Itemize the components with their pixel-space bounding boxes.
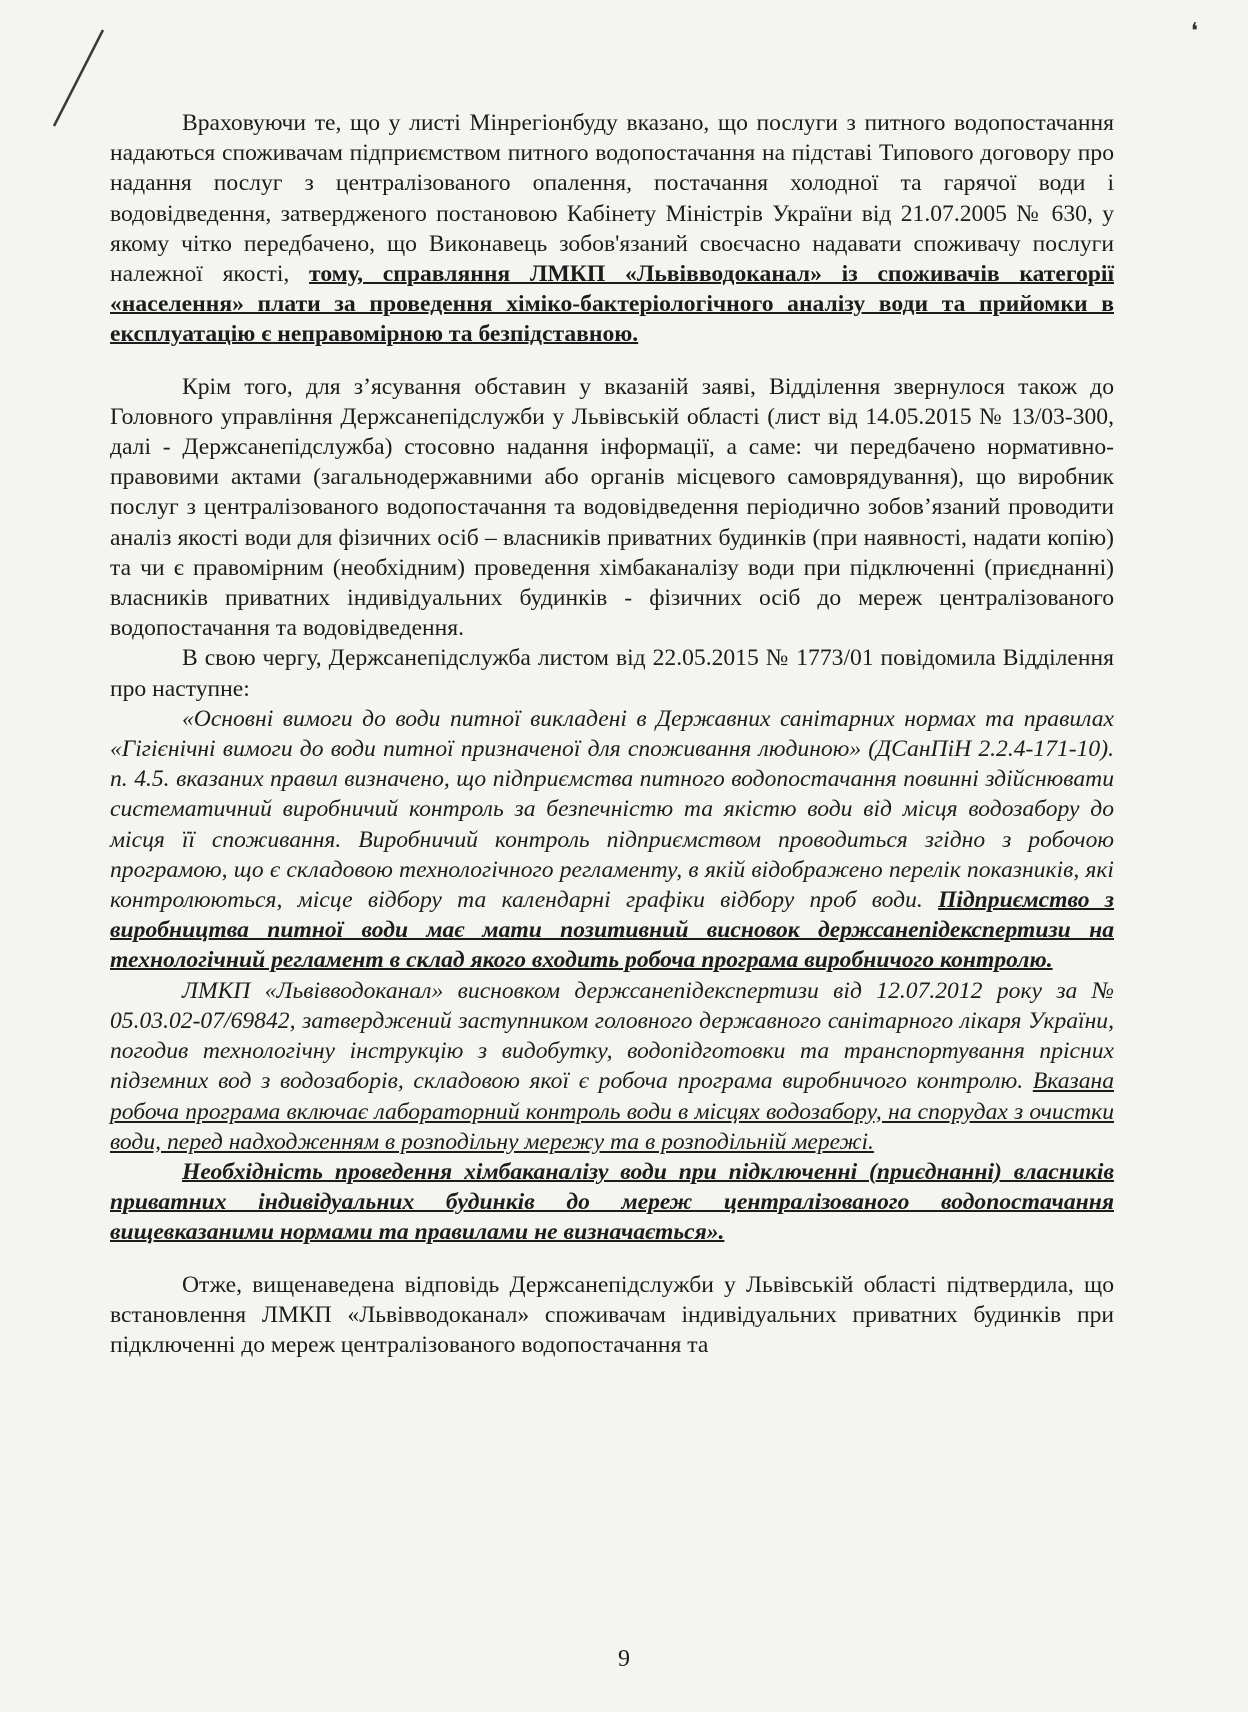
quote-paragraph-3 bbox=[110, 1157, 1114, 1248]
quote-paragraph-1 bbox=[110, 704, 1114, 976]
quote-1-emphasis: Підприємство з виробництва питної води має мати позитивний висновок держсанепідекспертизи на технологічний регламент в склад якого входить робоча програма виробничого контролю. bbox=[110, 887, 1115, 974]
pen-stroke-mark bbox=[48, 28, 108, 128]
document-body bbox=[110, 108, 1114, 1360]
paragraph-1-text: Враховуючи те, що у листі Мінрегіонбуду вказано, що послуги з питного водопостачання надаються споживачам підприємством питного водопостачання на підставі Типового договору про надання послуг з централізованого опалення, постачання холодної та гарячої води і водовідведення, затвердженого постановою Кабінету Міністрів України від 21.07.2005 № 630, у якому чітко передбачено, що Виконавець зобов'язаний своєчасно надавати споживачу послуги належної якості, bbox=[110, 110, 1114, 288]
quote-2-underlined: Вказана робоча програма включає лабораторний контроль води в місцях водозабору, на спорудах з очистки води, перед надходженням в розподільну мережу та в розподільній мережі. bbox=[110, 1068, 1114, 1155]
quote-paragraph-2 bbox=[110, 976, 1114, 1157]
paragraph-2: Крім того, для з’ясування обставин у вказаній заяві, Відділення звернулося також до Головного управління Держсанепідслужби у Львівській області (лист від 14.05.2015 № 13/03-300, далі - Держсанепідслужба) стосовно надання інформації, а саме: чи передбачено нормативно-правовими актами (загальнодержавними або органів місцевого самоврядування), що виробник послуг з централізованого водопостачання та водовідведення періодично зобов’язаний проводити аналіз якості води для фізичних осіб – власників приватних будинків (при наявності, надати копію) та чи є правомірним (необхідним) проведення хімбаканалізу води при підключенні (приєднанні) власників приватних індивідуальних будинків - фізичних осіб до мереж централізованого водопостачання та водовідведення. bbox=[110, 373, 1114, 642]
paragraph-1 bbox=[110, 108, 1114, 350]
quote-2-text: ЛМКП «Львівводоканал» висновком держсанепідекспертизи від 12.07.2012 року за № 05.03.02-07/69842, затверджений заступником головного державного санітарного лікаря України, погодив технологічну інструкцію з видобутку, водопідготовки та транспортування прісних підземних вод з водозаборів, складовою якої є робоча програма виробничого контролю. bbox=[110, 977, 1114, 1095]
paragraph-4: Отже, вищенаведена відповідь Держсанепідслужби у Львівській області підтвердила, що встановлення ЛМКП «Львівводоканал» споживачам індивідуальних приватних будинків при підключенні до мереж централізованого водопостачання та bbox=[110, 1271, 1114, 1358]
quote-3-emphasis: Необхідність проведення хімбаканалізу води при підключенні (приєднанні) власників приватних індивідуальних будинків до мереж централізованого водопостачання вищевказаними нормами та правилами не визначається». bbox=[110, 1158, 1114, 1246]
quote-1-text: «Основні вимоги до води питної викладені в Державних санітарних нормах та правилах «Гігієнічні вимоги до води питної призначеної для споживання людиною» (ДСанПіН 2.2.4-171-10). п. 4.5. вказаних правил визначено, що підприємства питного водопостачання повинні здійснювати систематичний виробничий контроль за безпечністю та якістю води від місця водозабору до місця її споживання. Виробничий контроль підприємством проводиться згідно з робочою програмою, що є складовою технологічного регламенту, в якій відображено перелік показників, які контролюються, місце відбору та календарні графіки відбору проб води. bbox=[110, 705, 1114, 914]
paragraph-3: В свою чергу, Держсанепідслужба листом від 22.05.2015 № 1773/01 повідомила Відділення про наступне: bbox=[110, 645, 1114, 702]
corner-dot-mark: ❛ bbox=[1190, 18, 1198, 43]
page-number: 9 bbox=[618, 1646, 630, 1672]
paragraph-1-conclusion: тому, справляння ЛМКП «Львівводоканал» із споживачів категорії «населення» плати за проведення хіміко-бактеріологічного аналізу води та прийомки в експлуатацію є неправомірною та безпідставною. bbox=[110, 261, 1114, 348]
